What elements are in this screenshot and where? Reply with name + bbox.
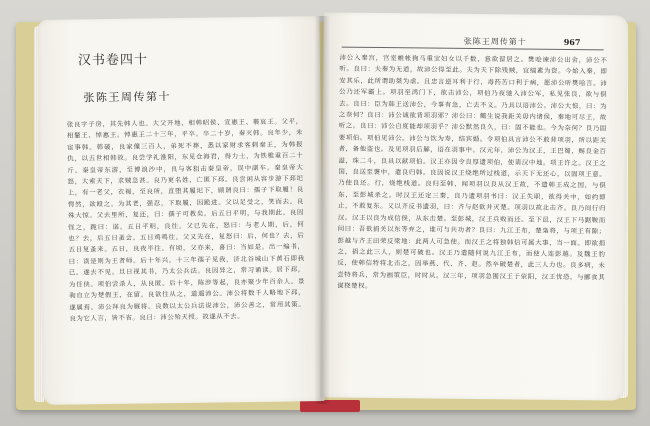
right-page-body-text: 沛公入秦宫，宫室帷帐狗马重宝妇女以千数，意欲留居之。樊哙谏沛公出舍，沛公不听。良曰：夫秦为无道，故沛公得至此。夫为天下除残贼，宜缟素为资。今始入秦，即安其乐，此所谓助桀为虐。且忠言逆耳利于行，毒药苦口利于病，愿沛公听樊哙言。沛公乃还军霸上。项羽至鸿门下，欲击沛公，项伯乃夜驰入沛公军，私见张良，欲与俱去。良曰：臣为韩王送沛公，今事有急，亡去不义。乃具以语沛公。沛公大惊，曰：为之奈何？良曰：沛公诚欲背项羽邪？沛公曰：鲰生说我距关毋内诸侯，秦地可尽王，故听之。良曰：沛公自度能却项羽乎？沛公默然良久，曰：固不能也。今为奈何？良乃固要项伯。项伯见沛公。沛公与饮为寿，结宾婚。令项伯具言沛公不敢背项羽，所以距关者，备他盗也。及见项羽后解，语在羽事中。汉元年，沛公为汉王，王巴蜀，赐良金百溢，珠二斗，良具以献项伯。汉王亦因令良厚遗项伯，使请汉中地。项王许之。汉王之国，良送至褒中，遣良归韩。良因说汉王烧绝所过栈道，示天下无还心，以固项王意。乃使良还。行，烧绝栈道。良归至韩，闻项羽以良从汉王故，不遣韩王成之国，与俱东，至彭城杀之。时汉王还定三秦，良乃遗项羽书曰：汉王失职，欲得关中，如约即止，不敢复东。又以齐反书遗羽，曰：齐与赵欲并灭楚。项羽以故北击齐。良乃间行归汉。汉王以良为成信侯，从东击楚。至彭城，汉王兵败而还。至下邑，汉王下马踞鞍而问曰：吾欲捐关以东等弃之，谁可与共功者？良曰：九江王布，楚枭将，与项王有隙；彭越与齐王田荣反梁地：此两人可急使。而汉王之将独韩信可属大事，当一面。即欲捐之，捐之此三人，则楚可破也。汉王乃遣随何说九江王布，而使人连彭越。及魏王豹反，使韩信特将北击之，因举燕、代、齐、赵。然卒破楚者，此三人力也。良多病，未尝特将兵，常为画策臣，时时从。汉三年，项羽急围汉王于荥阳，汉王忧恐，与郦食其谋桡楚权。 [337, 53, 608, 291]
headband-ribbon [300, 400, 360, 412]
left-page [37, 16, 324, 405]
right-page [320, 12, 628, 400]
page-number: 967 [563, 36, 581, 48]
chapter-title: 张陈王周传第十 [83, 90, 171, 105]
right-running-head: 张陈王周传第十 [463, 36, 527, 47]
left-page-body-text: 张良字子房，其先韩人也。大父开地，相韩昭侯、宣惠王、襄哀王。父平，相釐王、悼惠王。悼惠王二十三年，平卒。卒二十岁，秦灭韩。良年少，未宦事韩。韩破，良家僮三百人，弟死不葬，悉以家财求客刺秦王，为韩报仇，以五世相韩故。良尝学礼淮阳，东见仓海君，得力士，为铁椎重百二十斤。秦皇帝东游，至博浪沙中，良与客狙击秦皇帝，误中副车。秦皇帝大怒，大索天下，求贼急甚。良乃更名姓，亡匿下邳。良尝闲从容步游下邳圯上，有一老父，衣褐，至良所，直堕其履圯下，顾谓良曰：孺子下取履！良愕然，欲殴之。为其老，强忍，下取履，因跪进。父以足受之，笑而去。良殊大惊。父去里所，复还，曰：孺子可教矣。后五日平明，与我期此。良因怪之，跪曰：诺。五日平明，良往。父已先在，怒曰：与老人期，后，何也？去，后五日蚤会。五日鸡鸣往。父又先在，复怒曰：后，何也？去，后五日复蚤来。五日，良夜半往。有顷，父亦来，喜曰：当如是。出一编书，曰：读是则为王者师。后十年兴。十三年孺子见我，济北谷城山下黄石即我已。遂去不见。旦日视其书，乃太公兵法。良因异之，常习诵读。居下邳，为任侠。项伯尝杀人，从良匿。后十年，陈涉等起，良亦聚少年百余人。景驹自立为楚假王，在留。良欲往从之，道遇沛公。沛公将数千人略地下邳，遂属焉。沛公拜良为厩将。良数以太公兵法说沛公，沛公善之，常用其策。良为它人言，皆不省。良曰：沛公殆天授。故遂从不去。 [66, 117, 306, 323]
header-rule [342, 47, 604, 51]
left-running-head: 汉书卷四十 [77, 52, 149, 69]
book-gutter-shadow [314, 16, 330, 404]
